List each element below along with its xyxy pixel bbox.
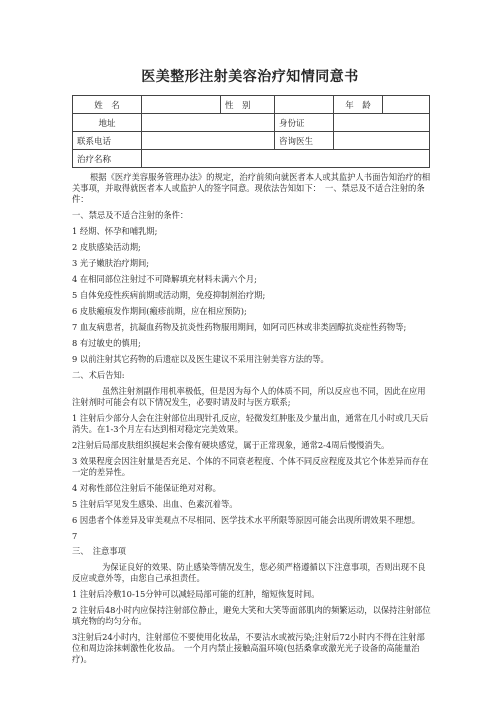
gender-label: 性 别 (221, 96, 275, 114)
consultant-field[interactable] (334, 132, 430, 150)
consent-paragraph: 虽然注射剂副作用机率极低，但是因为每个人的体质不同，所以反应也不同，因此在应用注射剂时可能会有以下情况发生，必要时请及时与医方联系; (72, 386, 426, 407)
phone-field[interactable] (142, 132, 275, 150)
id-label: 身份证 (275, 114, 334, 132)
phone-label: 联系电话 (73, 132, 142, 150)
treatment-field[interactable] (142, 150, 430, 168)
consent-paragraph: 4 对称性部位注射后不能保证绝对对称。 (72, 483, 221, 493)
consent-paragraph: 7 (72, 531, 78, 541)
consent-paragraph: 5 注射后罕见发生感染、出血、色素沉着等。 (72, 499, 238, 509)
consent-paragraph: 9 以前注射其它药物的后遗症以及医生建议不采用注射美容方法的等。 (72, 354, 329, 364)
address-label: 地址 (73, 114, 142, 132)
consent-paragraph: 1 注射后冷敷10-15分钟可以减轻局部可能的红肿，缩短恢复时间。 (72, 589, 320, 599)
id-field[interactable] (334, 114, 430, 132)
consent-paragraph: 1 经期、怀孕和哺乳期; (72, 226, 158, 236)
consent-paragraph: 二、术后告知: (72, 370, 125, 380)
consent-paragraph: 三、 注意事项 (72, 546, 126, 556)
consent-paragraph: 3注射后24小时内，注射部位不要使用化妆品，不要沾水或被污染;注射后72小时内不得在注射部位和周边涂抹刺激性化妆品。 一个月内禁止接触高温环境(包括桑拿或激光光子设备的高能量治疗)。 (72, 632, 425, 664)
consent-paragraph: 5 自体免疫性疾病前期或活动期，免疫抑制剂治疗期; (72, 290, 266, 300)
name-field[interactable] (142, 96, 221, 114)
consent-paragraph: 一、禁忌及不适合注射的条件： (72, 210, 189, 220)
consent-paragraph: 2注射后局部皮肤组织摸起来会像有硬块感觉，属于正常现象，通常2-4周后慢慢消失。 (72, 440, 390, 450)
consent-paragraph: 根据《医疗美容服务管理办法》的规定，治疗前须向就医者本人或其监护人书面告知治疗的相关事项，并取得就医者本人或监护人的签字同意。现依法告知如下： 一、禁忌及不适合注射的条件： (72, 172, 431, 204)
consent-body-text (72, 172, 432, 665)
consent-paragraph: 7 血友病患者，抗凝血药物及抗炎性药物服用期间，如阿司匹林或非类固醇抗炎症性药物等; (72, 322, 407, 332)
consent-paragraph: 3 光子嫩肤治疗期间; (72, 258, 150, 268)
document-title: 医美整形注射美容治疗知情同意书 (141, 69, 359, 85)
consent-paragraph: 为保证良好的效果、防止感染等情况发生，您必须严格遵循以下注意事项，否则出现不良反应或意外等，由您自己承担责任。 (72, 562, 426, 583)
name-label: 姓 名 (73, 96, 142, 114)
consultant-label: 咨询医生 (275, 132, 334, 150)
consent-paragraph: 8 有过敏史的慎用; (72, 338, 141, 348)
address-field[interactable] (142, 114, 275, 132)
consent-paragraph: 3 效果程度会因注射量是否充足、个体的不同衰老程度、个体不同反应程度及其它个体差异而存在一定的差异性。 (72, 456, 429, 477)
consent-paragraph: 2 注射后48小时内应保持注射部位静止，避免大笑和大笑等面部肌肉的频繁运动，以保持注射部位填充物的均匀分布。 (72, 605, 431, 626)
age-field[interactable] (383, 96, 430, 114)
consent-paragraph: 2 皮肤感染活动期; (72, 242, 141, 252)
consent-paragraph: 4 在相同部位注射过不可降解填充材料未满六个月; (72, 274, 257, 284)
consent-paragraph: 6 因患者个体差异及审美观点不尽相同、医学技术水平所限等原因可能会出现所谓效果不理想。 (72, 515, 421, 525)
age-label: 年 龄 (334, 96, 383, 114)
consent-paragraph: 1 注射后少部分人会在注射部位出现针孔反应，轻微发红肿胀及少量出血，通常在几小时或几天后消失。在1-3个月左右达到相对稳定完美效果。 (72, 413, 429, 434)
consent-paragraph: 6 皮肤瘢痕发作期间(瘢疹前期，应在相应预防); (72, 306, 247, 316)
patient-info-table (72, 95, 430, 168)
treatment-label: 治疗名称 (73, 150, 142, 168)
gender-field[interactable] (275, 96, 334, 114)
